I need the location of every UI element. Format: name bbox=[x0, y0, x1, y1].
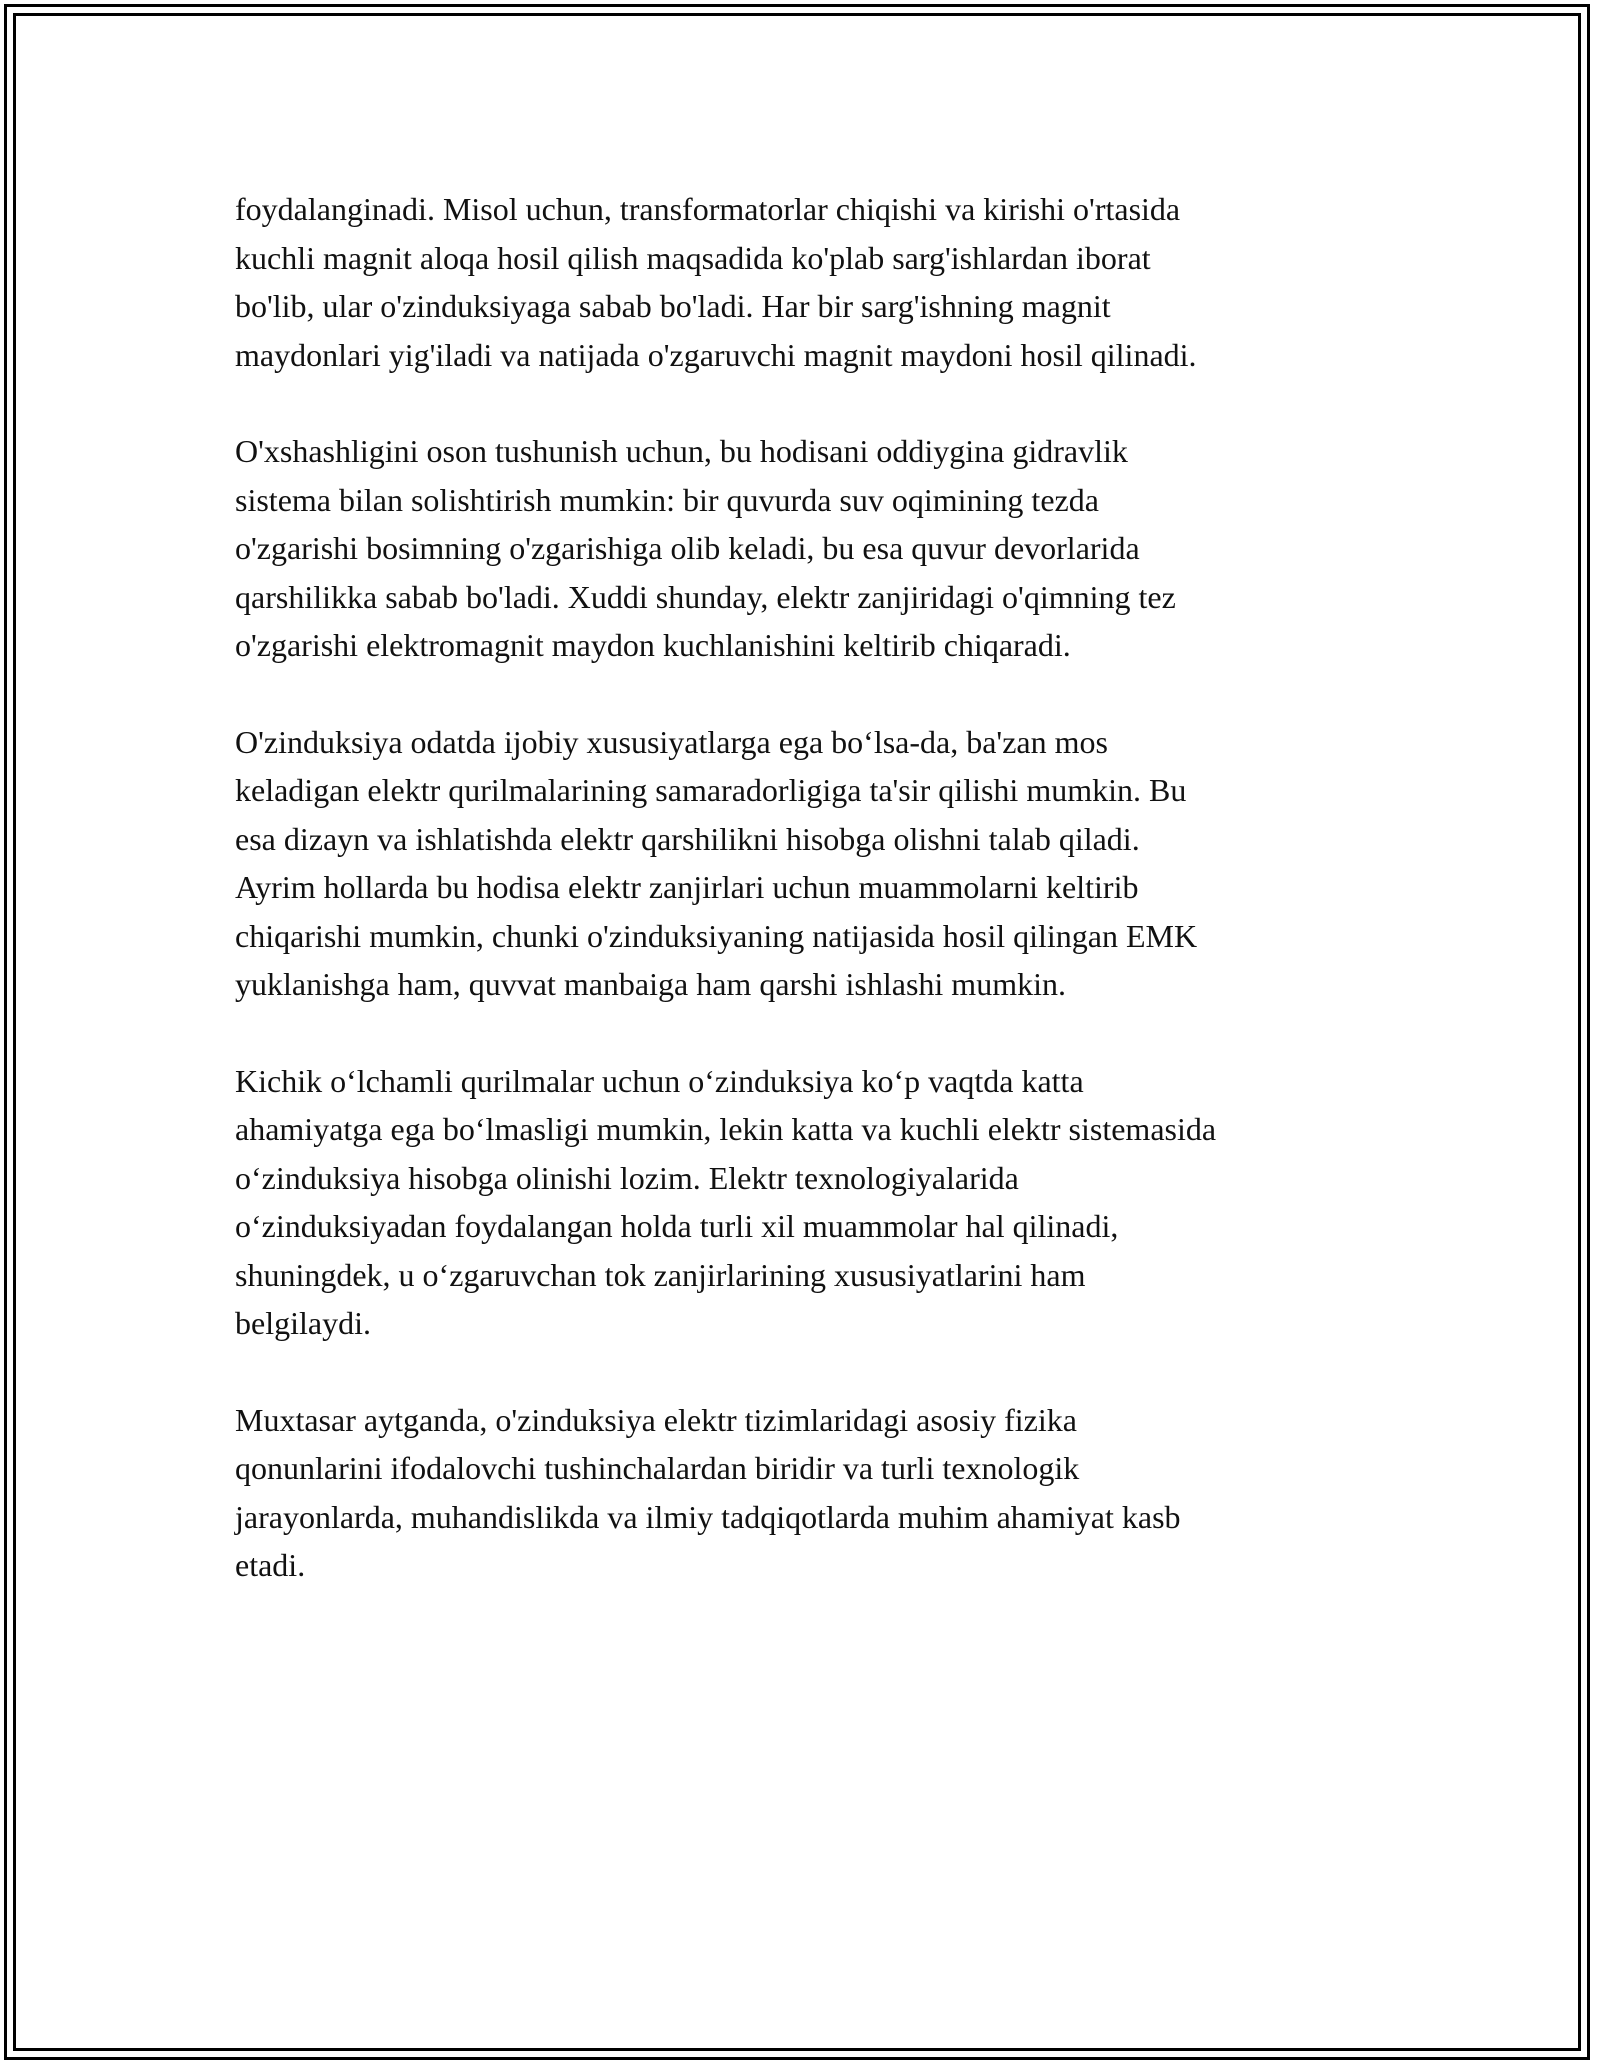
paragraph-5: Muxtasar aytganda, o'zinduksiya elektr tizimlaridagi asosiy fizika qonunlarini ifodalovchi tushinchalardan biridir va turli texnologik jarayonlarda, muhandislikda va ilmiy tadqiqotlarda muhim ahamiyat kasb etadi. bbox=[235, 1401, 1181, 1583]
document-body bbox=[235, 185, 1365, 1638]
paragraph-3: O'zinduksiya odatda ijobiy xususiyatlarga ega bo‘lsa-da, ba'zan mos keladigan elektr qurilmalarining samaradorligiga ta'sir qilishi mumkin. Bu esa dizayn va ishlatishda elektr qarshilikni hisobga olishni talab qiladi. Ayrim hollarda bu hodisa elektr zanjirlari uchun muammolarni keltirib chiqarishi mumkin, chunki o'zinduksiyaning natijasida hosil qilingan EMK yuklanishga ham, quvvat manbaiga ham qarshi ishlashi mumkin. bbox=[235, 723, 1198, 1002]
paragraph-1: foydalanginadi. Misol uchun, transformatorlar chiqishi va kirishi o'rtasida kuchli magnit aloqa hosil qilish maqsadida ko'plab sarg'ishlardan iborat bo'lib, ular o'zinduksiyaga sabab bo'ladi. Har bir sarg'ishning magnit maydonlari yig'iladi va natijada o'zgaruvchi magnit maydoni hosil qilinadi. bbox=[235, 191, 1197, 373]
paragraph-4: Kichik o‘lchamli qurilmalar uchun o‘zinduksiya ko‘p vaqtda katta ahamiyatga ega bo‘lmasligi mumkin, lekin katta va kuchli elektr sistemasida o‘zinduksiya hisobga olinishi lozim. Elektr texnologiyalarida o‘zinduksiyadan foydalangan holda turli xil muammolar hal qilinadi, shuningdek, u o‘zgaruvchan tok zanjirlarining xususiyatlarini ham belgilaydi. bbox=[235, 1062, 1217, 1341]
paragraph-2: O'xshashligini oson tushunish uchun, bu hodisani oddiygina gidravlik sistema bilan solishtirish mumkin: bir quvurda suv oqimining tezda o'zgarishi bosimning o'zgarishiga olib keladi, bu esa quvur devorlarida qarshilikka sabab bo'ladi. Xuddi shunday, elektr zanjiridagi o'qimning tez o'zgarishi elektromagnit maydon kuchlanishini keltirib chiqaradi. bbox=[235, 433, 1176, 663]
